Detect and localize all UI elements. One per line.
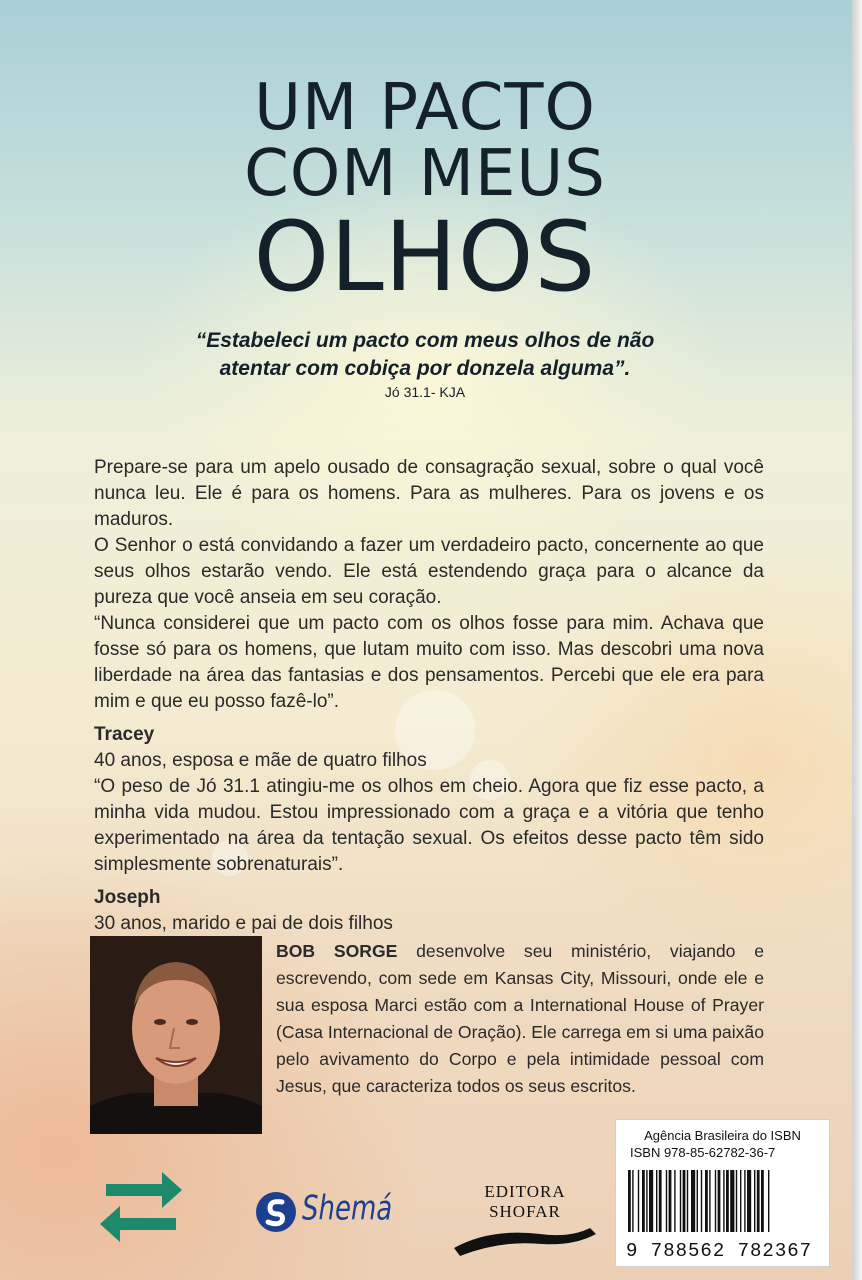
epigraph-line-2: atentar com cobiça por donzela alguma”. xyxy=(219,357,631,380)
barcode-bar xyxy=(674,1170,675,1232)
author-bio xyxy=(276,938,764,1100)
epigraph xyxy=(0,327,850,400)
barcode-bar xyxy=(691,1170,695,1232)
blurb xyxy=(94,455,764,937)
barcode-bar xyxy=(642,1170,645,1232)
barcode-bar xyxy=(680,1170,681,1232)
shofar-logo xyxy=(450,1182,600,1252)
barcode-bar xyxy=(638,1170,639,1232)
epigraph-reference: Jó 31.1- KJA xyxy=(384,384,466,400)
barcode-bar xyxy=(747,1170,751,1232)
blurb-paragraph: “O peso de Jó 31.1 atingiu-me os olhos em cheio. Agora que fiz esse pacto, a minha vida mudou. Estou impressionado com a graça e a vitória que tenho experimentado na área da tentação sexual. Os efeitos desse pacto têm sido simplesmente sobrenaturais”. xyxy=(94,776,764,875)
blurb-paragraph: “Nunca considerei que um pacto com os olhos fosse para mim. Achava que fosse só para os homens, que lutam muito com isso. Mas descobri uma nova liberdade na área das fantasias e dos pensamentos. Percebi que ele era para mim e que eu posso fazê-lo”. xyxy=(94,613,764,712)
author-name: BOB SORGE xyxy=(276,941,398,961)
barcode-bar xyxy=(683,1170,686,1232)
shofar-horn-icon xyxy=(450,1222,600,1262)
book-title xyxy=(0,71,850,313)
title-line-2: COM MEUS xyxy=(244,137,606,211)
blurb-paragraph: Prepare-se para um apelo ousado de consagração sexual, sobre o qual você nunca leu. Ele é para os homens. Para as mulheres. Para os jovens e os maduros. xyxy=(94,457,764,530)
barcode-bar xyxy=(649,1170,653,1232)
barcode-bar xyxy=(646,1170,647,1232)
barcode-bar xyxy=(730,1170,734,1232)
barcode-bar xyxy=(744,1170,745,1232)
barcode-bar xyxy=(718,1170,721,1232)
barcode-bar xyxy=(757,1170,760,1232)
shofar-name: EDITORA SHOFAR xyxy=(484,1182,566,1221)
testimonial-name: Tracey xyxy=(94,724,155,745)
page-edge xyxy=(852,0,862,1280)
barcode-bar xyxy=(736,1170,737,1232)
barcode-bar xyxy=(628,1170,631,1232)
barcode-bar xyxy=(687,1170,688,1232)
epigraph-line-1: “Estabeleci um pacto com meus olhos de não xyxy=(195,329,655,352)
barcode-bar xyxy=(740,1170,741,1232)
barcode-icon xyxy=(626,1170,821,1232)
isbn-box xyxy=(615,1119,830,1267)
shema-name: Shemá xyxy=(302,1189,393,1229)
barcode-bar xyxy=(705,1170,708,1232)
barcode-bar xyxy=(723,1170,724,1232)
testimonial-name: Joseph xyxy=(94,887,161,908)
barcode-bar xyxy=(768,1170,769,1232)
testimonial-description: 30 anos, marido e pai de dois filhos xyxy=(94,913,393,934)
author-portrait-icon xyxy=(90,936,262,1134)
barcode-bar xyxy=(701,1170,702,1232)
barcode-bar xyxy=(715,1170,716,1232)
barcode-bar xyxy=(761,1170,764,1232)
swap-arrows-icon xyxy=(96,1160,186,1250)
isbn-agency: Agência Brasileira do ISBN xyxy=(644,1128,801,1143)
barcode-bar xyxy=(632,1170,633,1232)
barcode-digits: 9 788562 782367 xyxy=(626,1240,813,1262)
author-bio-text: desenvolve seu ministério, viajando e escrevendo, com sede em Kansas City, Missouri, onde ele e sua esposa Marci estão com a International House of Prayer (Casa Internacional de Oração). Ele carrega em si uma paixão pelo avivamento do Corpo e pela intimidade pessoal com Jesus, que caracteriza todos os seus escritos. xyxy=(276,941,764,1096)
title-line-1: UM PACTO xyxy=(254,71,596,145)
barcode-bar xyxy=(726,1170,729,1232)
testimonial-description: 40 anos, esposa e mãe de quatro filhos xyxy=(94,750,427,771)
shema-logo xyxy=(254,1182,404,1242)
barcode-bar xyxy=(659,1170,662,1232)
barcode-bar xyxy=(697,1170,698,1232)
author-photo xyxy=(90,936,262,1134)
barcode-bar xyxy=(709,1170,710,1232)
barcode-bar xyxy=(669,1170,672,1232)
isbn-number: ISBN 978-85-62782-36-7 xyxy=(630,1145,776,1160)
barcode-bar xyxy=(666,1170,667,1232)
blurb-paragraph: O Senhor o está convidando a fazer um verdadeiro pacto, concernente ao que seus olhos estarão vendo. Ele está estendendo graça para o alcance da pureza que você anseia em seu coração. xyxy=(94,535,764,608)
barcode-bar xyxy=(754,1170,755,1232)
barcode-bar xyxy=(656,1170,657,1232)
title-line-3: OLHOS xyxy=(253,201,597,313)
